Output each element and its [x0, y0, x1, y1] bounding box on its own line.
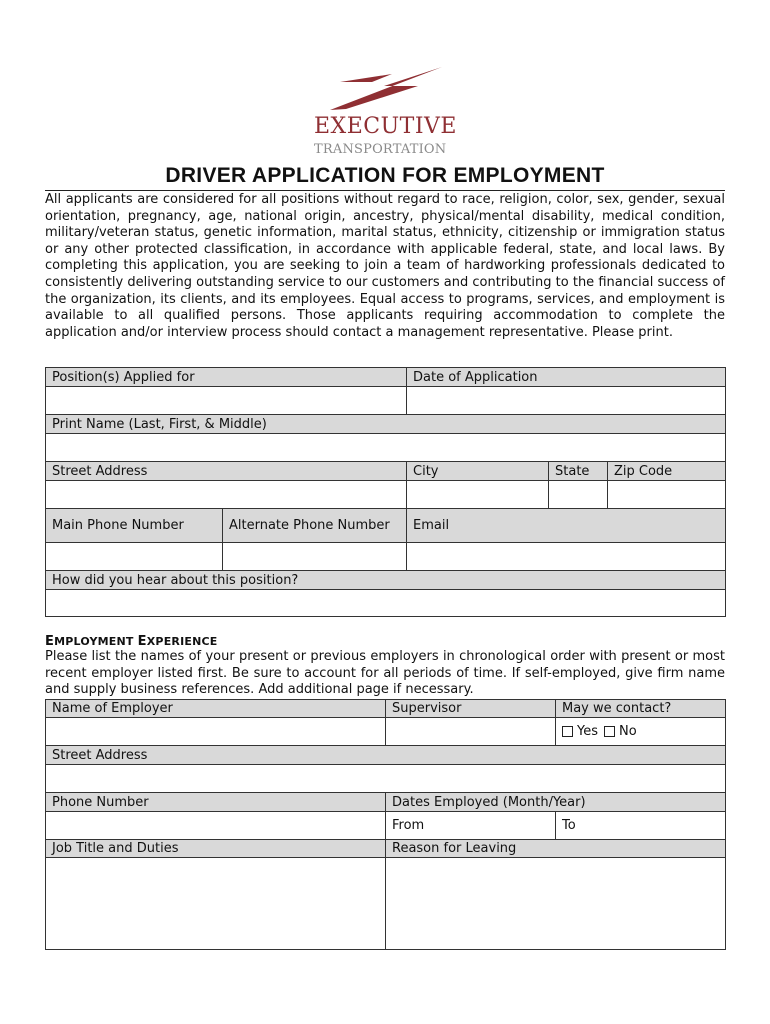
- dates-label: Dates Employed (Month/Year): [386, 793, 726, 812]
- email-label: Email: [407, 509, 726, 543]
- reason-label: Reason for Leaving: [386, 840, 726, 858]
- contact-options: [556, 718, 726, 746]
- emp-street-field[interactable]: [46, 765, 726, 793]
- zip-label: Zip Code: [608, 462, 726, 481]
- logo-word-transportation: TRANSPORTATION: [314, 142, 447, 157]
- main-phone-field[interactable]: [46, 543, 223, 571]
- job-field[interactable]: [46, 858, 386, 950]
- company-logo: [300, 62, 470, 157]
- emp-phone-field[interactable]: [46, 812, 386, 840]
- name-label: Print Name (Last, First, & Middle): [46, 415, 726, 434]
- no-label: No: [619, 724, 637, 739]
- zip-field[interactable]: [608, 481, 726, 509]
- yes-checkbox[interactable]: [562, 726, 573, 737]
- logo-word-executive: EXECUTIVE: [314, 114, 457, 139]
- street-field[interactable]: [46, 481, 407, 509]
- alt-phone-label: Alternate Phone Number: [223, 509, 407, 543]
- emp-street-label: Street Address: [46, 746, 726, 765]
- employment-intro: Please list the names of your present or previous employers in chronological order with present or most recent employer listed first. Be sure to account for all periods of time. If self-employed, give firm name and supply business references. Add additional page if necessary.: [45, 649, 725, 698]
- supervisor-field[interactable]: [386, 718, 556, 746]
- date-label: Date of Application: [407, 368, 726, 387]
- email-field[interactable]: [407, 543, 726, 571]
- page-title: DRIVER APPLICATION FOR EMPLOYMENT: [165, 164, 605, 187]
- date-field[interactable]: [407, 387, 726, 415]
- position-label: Position(s) Applied for: [46, 368, 407, 387]
- alt-phone-field[interactable]: [223, 543, 407, 571]
- employment-table: [45, 699, 726, 950]
- logo-swoosh-icon: [300, 62, 470, 117]
- state-field[interactable]: [549, 481, 608, 509]
- employment-heading: EMPLOYMENT EXPERIENCE: [45, 634, 218, 649]
- name-field[interactable]: [46, 434, 726, 462]
- to-field[interactable]: To: [556, 812, 726, 840]
- supervisor-label: Supervisor: [386, 700, 556, 718]
- hear-field[interactable]: [46, 590, 726, 617]
- employer-label: Name of Employer: [46, 700, 386, 718]
- yes-label: Yes: [577, 724, 598, 739]
- no-checkbox[interactable]: [604, 726, 615, 737]
- reason-field[interactable]: [386, 858, 726, 950]
- from-field[interactable]: From: [386, 812, 556, 840]
- city-label: City: [407, 462, 549, 481]
- city-field[interactable]: [407, 481, 549, 509]
- street-label: Street Address: [46, 462, 407, 481]
- employer-field[interactable]: [46, 718, 386, 746]
- contact-label: May we contact?: [556, 700, 726, 718]
- job-label: Job Title and Duties: [46, 840, 386, 858]
- applicant-info-table: [45, 367, 726, 617]
- main-phone-label: Main Phone Number: [46, 509, 223, 543]
- position-field[interactable]: [46, 387, 407, 415]
- intro-paragraph: All applicants are considered for all positions without regard to race, religion, color, sex, gender, sexual orientation, pregnancy, age, national origin, ancestry, physical/mental disability, medical condition, military/veteran status, genetic information, marital status, ethnicity, citizenship or immigration status or any other protected classification, in accordance with applicable federal, state, and local laws. By completing this application, you are seeking to join a team of hardworking professionals dedicated to consistently delivering outstanding service to our customers and contributing to the financial success of the organization, its clients, and its employees. Equal access to programs, services, and employment is available to all qualified persons. Those applicants requiring accommodation to complete the application and/or interview process should contact a management representative. Please print.: [45, 192, 725, 340]
- hear-label: How did you hear about this position?: [46, 571, 726, 590]
- title-divider: [45, 190, 725, 191]
- state-label: State: [549, 462, 608, 481]
- emp-phone-label: Phone Number: [46, 793, 386, 812]
